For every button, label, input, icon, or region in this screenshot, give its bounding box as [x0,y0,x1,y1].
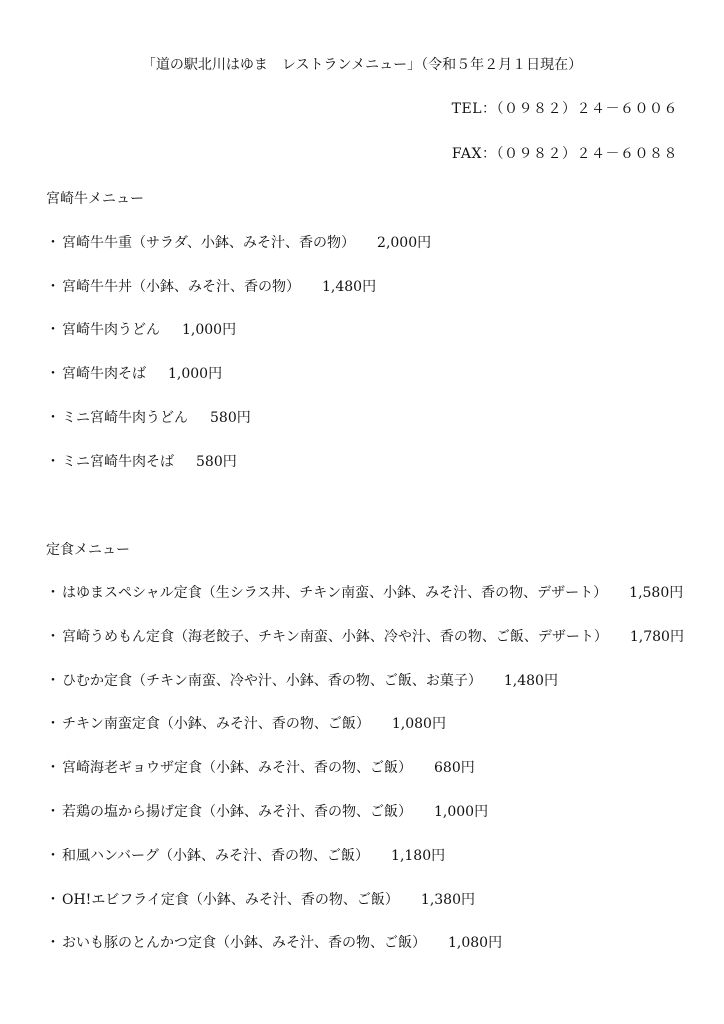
menu-item-name: はゆまスペシャル定食（生シラス丼、チキン南蛮、小鉢、みそ汁、香の物、デザート） [62,585,608,601]
menu-item-name: 宮崎牛肉うどん [62,322,160,338]
fax-number: FAX：（０９８２）２４－６０８８ [451,146,678,162]
menu-item [46,670,558,690]
menu-item-price: 580円 [196,454,237,470]
menu-item-name: 宮崎牛牛重（サラダ、小鉢、みそ汁、香の物） [62,235,356,251]
menu-item-price: 1,000円 [434,804,489,820]
bullet: ・ [46,585,60,601]
bullet: ・ [46,454,60,470]
menu-item [46,407,251,427]
menu-item [46,232,431,252]
menu-item-price: 680円 [434,760,475,776]
bullet: ・ [46,892,60,908]
menu-item-price: 1,080円 [448,935,503,951]
menu-item-price: 1,480円 [503,673,558,689]
menu-item-name: 若鶏の塩から揚げ定食（小鉢、みそ汁、香の物、ご飯） [62,804,412,820]
menu-item-price: 1,080円 [391,716,446,732]
menu-item [46,582,683,602]
menu-item-name: 宮崎海老ギョウザ定食（小鉢、みそ汁、香の物、ご飯） [62,760,412,776]
section-heading-miyazaki-beef: 宮崎牛メニュー [46,191,144,207]
menu-item-name: 和風ハンバーグ（小鉢、みそ汁、香の物、ご飯） [62,848,370,864]
menu-item-name: 宮崎牛肉そば [62,366,146,382]
menu-item-name: 宮崎うめもん定食（海老餃子、チキン南蛮、小鉢、冷や汁、香の物、ご飯、デザート） [62,629,608,645]
bullet: ・ [46,366,60,382]
bullet: ・ [46,716,60,732]
menu-item [46,757,475,777]
bullet: ・ [46,673,60,689]
menu-item-name: ひむか定食（チキン南蛮、冷や汁、小鉢、香の物、ご飯、お菓子） [62,673,482,689]
bullet: ・ [46,935,60,951]
menu-item-price: 1,480円 [322,279,377,295]
menu-item-price: 1,000円 [182,322,237,338]
menu-item-price: 1,000円 [168,366,223,382]
section-heading-set-meals: 定食メニュー [46,542,130,558]
menu-item [46,276,376,296]
menu-item-price: 1,580円 [629,585,684,601]
menu-item-name: おいも豚のとんかつ定食（小鉢、みそ汁、香の物、ご飯） [62,935,426,951]
bullet: ・ [46,410,60,426]
bullet: ・ [46,279,60,295]
bullet: ・ [46,629,60,645]
menu-item-name: ミニ宮崎牛肉うどん [62,410,188,426]
menu-item [46,451,237,471]
menu-item [46,626,684,646]
menu-item-name: 宮崎牛牛丼（小鉢、みそ汁、香の物） [62,279,300,295]
bullet: ・ [46,235,60,251]
tel-number: TEL：（０９８２）２４－６００６ [451,101,678,117]
menu-item [46,319,236,339]
menu-item [46,801,488,821]
menu-item [46,932,502,952]
menu-item-price: 580円 [210,410,251,426]
bullet: ・ [46,848,60,864]
menu-item-price: 1,180円 [391,848,446,864]
menu-item-price: 1,780円 [629,629,684,645]
menu-item-name: チキン南蛮定食（小鉢、みそ汁、香の物、ご飯） [62,716,370,732]
bullet: ・ [46,322,60,338]
menu-item-name: ミニ宮崎牛肉そば [62,454,174,470]
menu-item [46,713,446,733]
menu-item-price: 1,380円 [420,892,475,908]
menu-item [46,363,222,383]
bullet: ・ [46,804,60,820]
menu-item [46,889,475,909]
bullet: ・ [46,760,60,776]
menu-item-name: OH!エビフライ定食（小鉢、みそ汁、香の物、ご飯） [62,892,399,908]
page-title: 「道の駅北川はゆま レストランメニュー」（令和５年２月１日現在） [141,57,583,73]
menu-item [46,845,445,865]
menu-item-price: 2,000円 [377,235,432,251]
